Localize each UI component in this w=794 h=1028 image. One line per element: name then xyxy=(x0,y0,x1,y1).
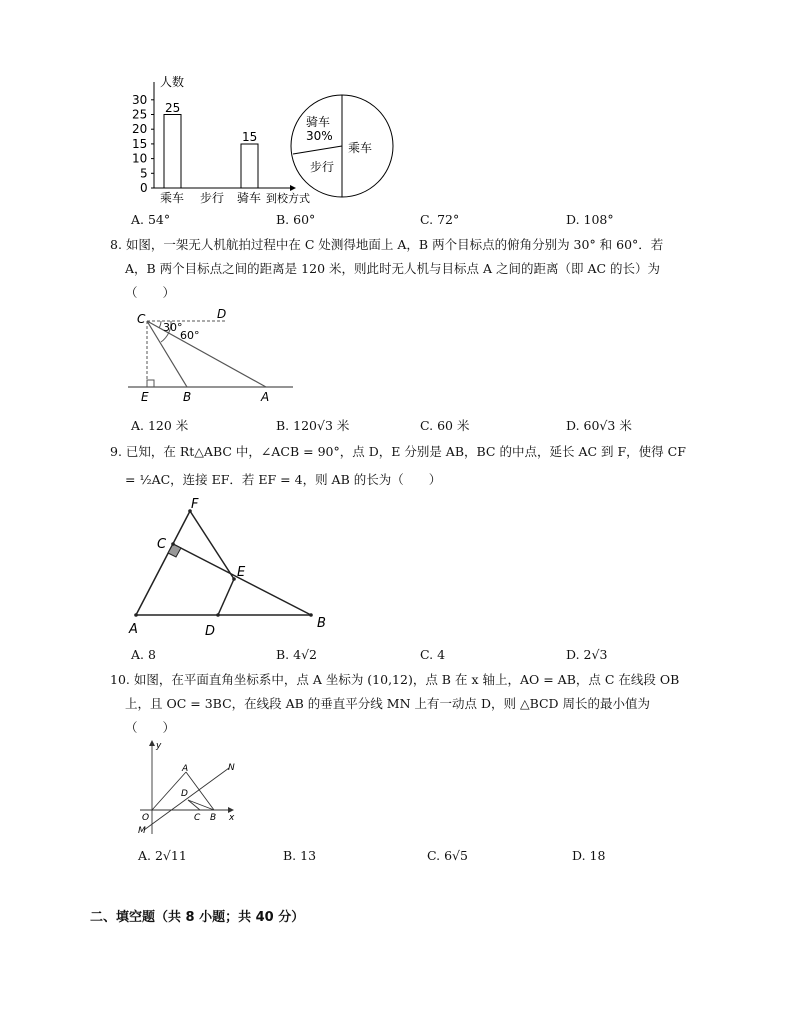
q8-text-line3: （ ） xyxy=(125,285,176,300)
q10-point-c: C xyxy=(194,813,201,823)
y-tick-label: 10 xyxy=(132,151,148,166)
q8-point-b: B xyxy=(183,390,192,404)
q9-point-c: C xyxy=(157,537,167,552)
q10-point-d: D xyxy=(181,789,188,799)
q8-figure xyxy=(125,306,295,406)
y-tick-label: 30 xyxy=(132,92,148,107)
q8-text-line2: A，B 两个目标点之间的距离是 120 米，则此时无人机与目标点 A 之间的距离（即 AC 的长）为 xyxy=(125,261,661,276)
q10-option-c[interactable]: C. 6√5 xyxy=(427,848,468,863)
q8-option-a[interactable]: A. 120 米 xyxy=(131,418,189,433)
q10-option-a[interactable]: A. 2√11 xyxy=(138,848,187,863)
bar-chart-y-unit: 人数 xyxy=(160,75,185,89)
pie-label-chengche: 乘车 xyxy=(348,141,373,155)
q10-option-d[interactable]: D. 18 xyxy=(572,848,606,863)
y-tick-label: 15 xyxy=(132,136,148,151)
bar-category-label: 乘车 xyxy=(160,191,185,205)
q10-option-b[interactable]: B. 13 xyxy=(283,848,317,863)
q8-angle-30: 30° xyxy=(163,321,183,334)
q8-option-b[interactable]: B. 120√3 米 xyxy=(276,418,350,433)
pie-label-buxing: 步行 xyxy=(310,160,335,174)
q8-option-d[interactable]: D. 60√3 米 xyxy=(566,418,632,433)
q9-option-d[interactable]: D. 2√3 xyxy=(566,647,608,662)
q9-point-a: A xyxy=(129,622,138,637)
q10-axis-x: x xyxy=(229,813,235,823)
bar-chengche xyxy=(164,115,181,189)
bar-chart-x-unit: 到校方式 xyxy=(266,192,310,205)
bar-value-label: 25 xyxy=(165,101,181,115)
pie-label-qiche: 骑车 xyxy=(306,115,331,129)
y-tick-label: 5 xyxy=(140,166,148,181)
q10-axis-y: y xyxy=(156,741,162,751)
q9-option-c[interactable]: C. 4 xyxy=(420,647,446,662)
q8-point-c: C xyxy=(137,312,146,326)
bar-value-label: 15 xyxy=(242,130,258,144)
q7-option-c[interactable]: C. 72° xyxy=(420,212,460,227)
q8-point-d: D xyxy=(217,307,227,321)
q9-option-b[interactable]: B. 4√2 xyxy=(276,647,318,662)
q8-point-a: A xyxy=(261,390,270,404)
q8-text-line1: 8. 如图，一架无人机航拍过程中在 C 处测得地面上 A，B 两个目标点的俯角分别为 30° 和 60°．若 xyxy=(110,237,664,252)
bar-category-label: 步行 xyxy=(200,191,225,205)
q10-point-o: O xyxy=(142,813,150,823)
q8-point-e: E xyxy=(141,390,149,404)
q10-text-line1: 10. 如图，在平面直角坐标系中，点 A 坐标为 (10,12)，点 B 在 x 轴上，AO = AB，点 C 在线段 OB xyxy=(110,672,680,687)
q9-text-line1: 9. 已知，在 Rt△ABC 中，∠ACB = 90°，点 D，E 分别是 AB，BC 的中点，延长 AC 到 F，使得 CF xyxy=(110,444,686,459)
q10-point-n: N xyxy=(228,763,235,773)
q8-angle-60: 60° xyxy=(180,329,200,342)
q9-text-line2: = ½AC，连接 EF．若 EF = 4，则 AB 的长为（ ） xyxy=(125,472,442,487)
q9-point-d: D xyxy=(205,624,216,639)
y-tick-label: 25 xyxy=(132,107,148,122)
bar-category-label: 骑车 xyxy=(237,191,262,205)
q9-option-a[interactable]: A. 8 xyxy=(131,647,156,662)
q10-text-line2: 上，且 OC = 3BC，在线段 AB 的垂直平分线 MN 上有一动点 D，则 △BCD 周长的最小值为 xyxy=(125,696,651,711)
q9-point-e: E xyxy=(237,565,246,580)
q7-option-b[interactable]: B. 60° xyxy=(276,212,316,227)
q9-figure xyxy=(125,495,340,640)
q10-point-b: B xyxy=(210,813,217,823)
y-tick-label: 20 xyxy=(132,122,148,137)
y-tick-label: 0 xyxy=(140,181,148,195)
q10-text-line3: （ ） xyxy=(125,720,176,735)
q7-pie-chart xyxy=(288,92,398,202)
q9-point-b: B xyxy=(317,616,326,631)
section-heading: 二、填空题（共 8 小题；共 40 分） xyxy=(90,910,305,925)
pie-percent-label: 30% xyxy=(306,129,333,143)
q10-point-m: M xyxy=(138,826,146,836)
bar-qiche xyxy=(241,144,258,188)
q7-option-a[interactable]: A. 54° xyxy=(131,212,171,227)
q10-figure xyxy=(132,738,242,838)
q8-option-c[interactable]: C. 60 米 xyxy=(420,418,470,433)
q9-point-f: F xyxy=(191,497,199,512)
q10-point-a: A xyxy=(182,764,189,774)
q7-option-d[interactable]: D. 108° xyxy=(566,212,614,227)
